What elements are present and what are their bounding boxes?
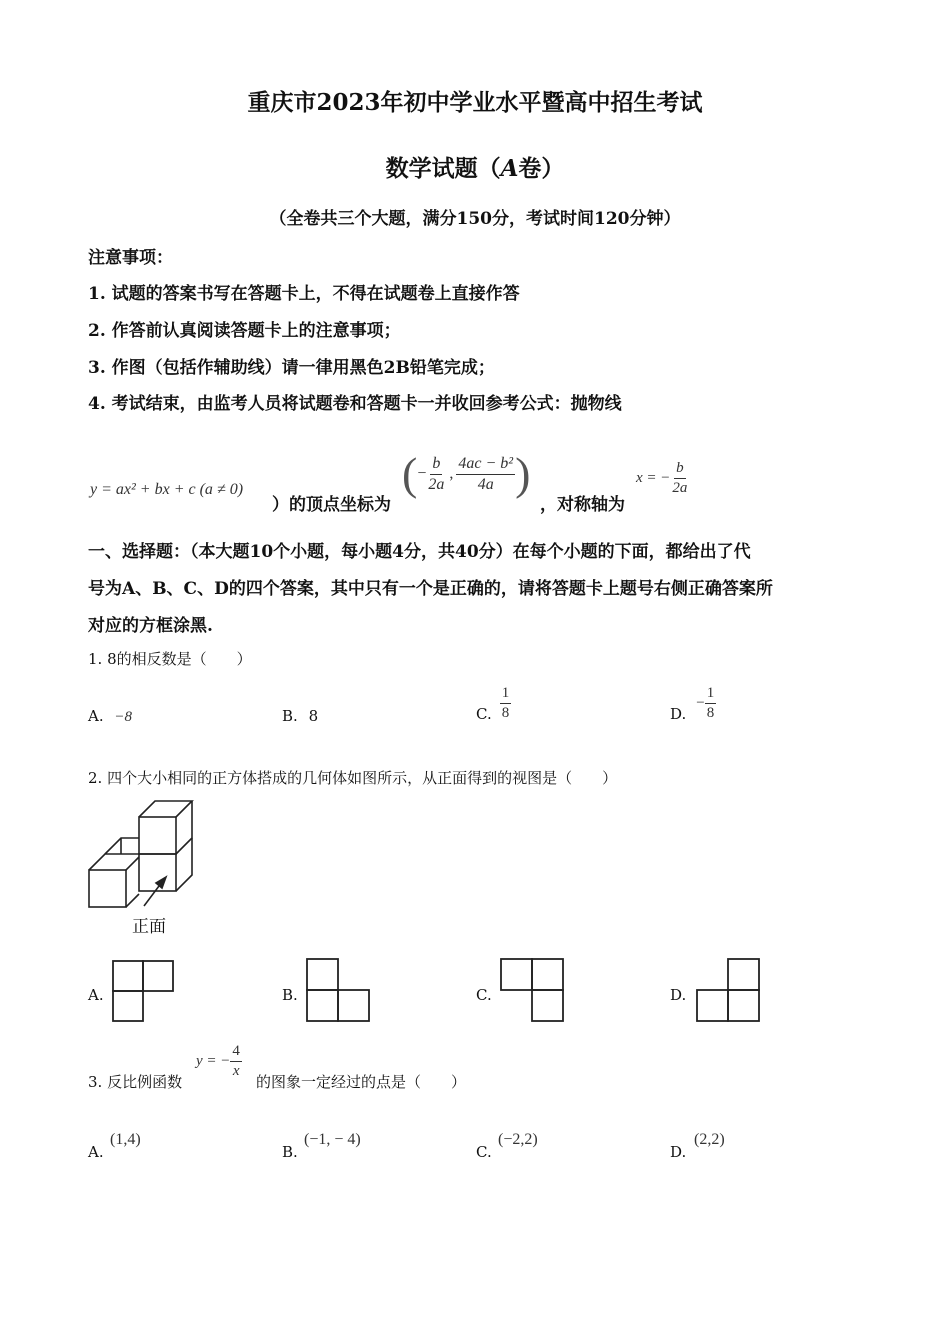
- cube-front-left-bottom: [126, 894, 139, 907]
- section1-line2: 号为A、B、C、D的四个答案，其中只有一个是正确的，请将答题卡上题号右侧正确答案所: [88, 579, 773, 599]
- q3-option-a-label[interactable]: A.: [88, 1143, 104, 1161]
- vertex-y-den: 4a: [477, 475, 494, 493]
- section1-line1: 一、选择题：（本大题10个小题，每小题4分，共40分）在每个小题的下面，都给出了代: [88, 542, 751, 562]
- q1-option-b-value: 8: [308, 707, 319, 725]
- q2-option-d-view[interactable]: [696, 958, 760, 1022]
- note-item-2: 2. 作答前认真阅读答题卡上的注意事项；: [88, 321, 401, 341]
- q3-option-b-value[interactable]: (−1, − 4): [304, 1131, 361, 1148]
- q1-d-den: 8: [706, 704, 715, 721]
- q3-option-c-label[interactable]: C.: [476, 1143, 492, 1161]
- exam-title: 重庆市2023年初中学业水平暨高中招生考试: [247, 89, 703, 116]
- q2-option-a-view[interactable]: [112, 960, 174, 1022]
- vertex-y-num: 4ac − b²: [456, 456, 515, 475]
- axis-text: ，对称轴为: [540, 495, 625, 515]
- exam-info: （全卷共三个大题，满分150分，考试时间120分钟）: [269, 209, 681, 229]
- section1-line3: 对应的方框涂黑.: [88, 616, 213, 636]
- notes-heading: 注意事项：: [88, 248, 173, 268]
- q3-func-den: x: [232, 1063, 240, 1079]
- q2-option-a-label[interactable]: A.: [88, 986, 104, 1004]
- q1-option-c-label: C.: [476, 705, 492, 723]
- q1-c-den: 8: [501, 704, 510, 721]
- q2-option-c-view[interactable]: [500, 958, 564, 1022]
- q3-option-b-label[interactable]: B.: [282, 1143, 298, 1161]
- axis-den: 2a: [672, 480, 688, 496]
- q1-option-a-label: A.: [88, 707, 104, 725]
- q3-option-c-value[interactable]: (−2,2): [498, 1131, 538, 1148]
- cube-figure: [84, 796, 199, 911]
- cube-front-left-top: [89, 854, 139, 870]
- subtitle-suffix: 卷）: [518, 155, 565, 182]
- q1-option-a-value: −8: [114, 709, 133, 725]
- axis-lhs: x = −: [636, 470, 671, 486]
- note-item-4: 4. 考试结束，由监考人员将试题卷和答题卡一并收回参考公式：抛物线: [88, 394, 622, 414]
- question-1-stem: 1. 8的相反数是（ ）: [88, 650, 252, 668]
- q2-option-b-label[interactable]: B.: [282, 986, 298, 1004]
- q3-func-lhs: y = −: [196, 1053, 231, 1069]
- axis-num: b: [674, 461, 686, 479]
- q1-option-c[interactable]: [476, 683, 511, 723]
- vertex-formula: ( − $\frac{b}{2a}$ , $\frac{\text{4ac − b²}}{4a}$ ): [402, 448, 531, 499]
- q1-option-b[interactable]: [282, 707, 318, 725]
- question-2-stem: 2. 四个大小相同的正方体搭成的几何体如图所示，从正面得到的视图是（ ）: [88, 769, 618, 787]
- vertex-x-den: 2a: [428, 475, 445, 493]
- q1-d-num: 1: [705, 686, 717, 704]
- note-item-1: 1. 试题的答案书写在答题卡上，不得在试题卷上直接作答: [88, 284, 520, 304]
- q3-option-d-label[interactable]: D.: [670, 1143, 687, 1161]
- note-item-3: 3. 作图（包括作辅助线）请一律用黑色2B铅笔完成；: [88, 358, 495, 378]
- question-3-stem-suffix: 的图象一定经过的点是（ ）: [256, 1073, 467, 1091]
- cube-back-top: [105, 838, 139, 854]
- cube-front-left-edge: [126, 857, 139, 870]
- q3-func-num: 4: [230, 1044, 242, 1062]
- axis-formula: [636, 461, 689, 496]
- vertex-text: ）的顶点坐标为: [272, 495, 391, 515]
- q2-option-d-label[interactable]: D.: [670, 986, 687, 1004]
- vertex-x-num: b: [430, 456, 442, 475]
- parabola-formula: y = ax² + bx + c (a ≠ 0): [90, 481, 244, 498]
- cube-top-front: [139, 817, 176, 854]
- cube-bottom-right: [139, 854, 176, 891]
- q3-option-a-value[interactable]: (1,4): [110, 1131, 141, 1148]
- q1-option-d-label: D.: [670, 705, 687, 723]
- exam-subtitle: [0, 150, 950, 183]
- q1-option-d[interactable]: [670, 683, 716, 723]
- q1-d-sign: −: [696, 694, 705, 711]
- q3-function: [196, 1044, 242, 1079]
- cube-top-lid: [139, 801, 192, 817]
- subtitle-variant: A: [500, 155, 519, 182]
- q1-c-num: 1: [500, 686, 512, 704]
- q1-option-a[interactable]: [88, 707, 132, 726]
- cube-front-left: [89, 870, 126, 907]
- question-3-stem-prefix: 3. 反比例函数: [88, 1073, 183, 1091]
- q2-option-b-view[interactable]: [306, 958, 370, 1022]
- subtitle-prefix: 数学试题（: [385, 155, 501, 182]
- q2-option-c-label[interactable]: C.: [476, 986, 492, 1004]
- figure-caption: 正面: [132, 917, 166, 937]
- q3-option-d-value[interactable]: (2,2): [694, 1131, 725, 1148]
- q1-option-b-label: B.: [282, 707, 298, 725]
